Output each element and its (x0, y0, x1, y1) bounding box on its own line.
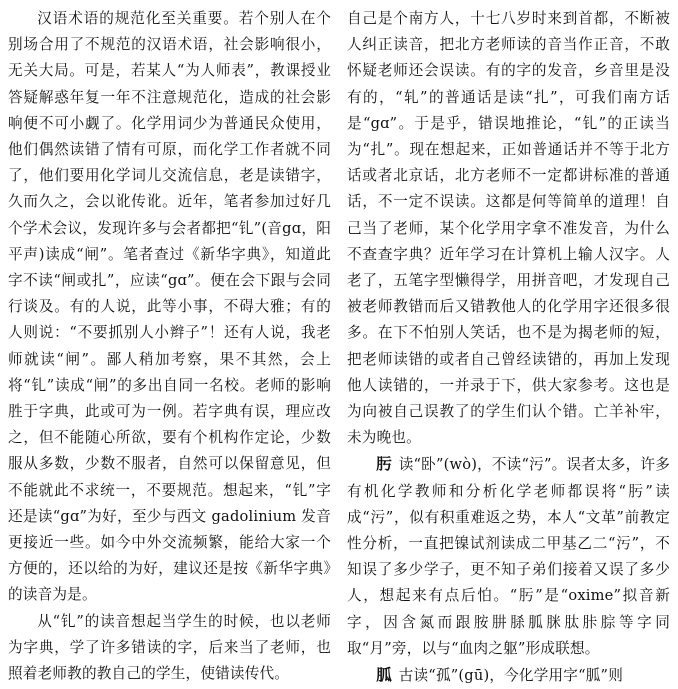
left-column (8, 6, 331, 683)
right-paragraph-1: 自己是个南方人，十七八岁时来到首都，不断被人纠正读音，把北方老师读的音当作正音，不敢怀疑老师还会误读。有的字的发音，乡音里是没有的，“轧”的普通话是读“扎”，可我们南方话是“gɑ”。于是乎，错误地推论，“钆”的正读当为“扎”。现在想起来，正如普通话并不等于北方话或者北京话，北方老师不一定都讲标准的普通话，不一定不误读。这都是何等简单的道理！自己当了老师，某个化学用字拿不准发音，为什么不查查字典？近年学习在计算机上输人汉字。人老了，五笔字型懒得学，用拼音吧，才发现自己被老师教错而后又错教他人的化学用字还很多很多。在下不怕别人笑话，也不是为揭老师的短，把老师读错的或者自己曾经读错的，再加上发现他人读错的，一并录于下，供大家参考。这也是为向被自己误教了的学生们认个错。亡羊补牢，未为晚也。 (347, 10, 670, 447)
entry-guanidine (347, 662, 670, 689)
entry-guanidine-head: 胍 (376, 665, 393, 685)
entry-oxime (347, 451, 670, 662)
entry-guanidine-body: 古读“孤”(gū)，今化学用字“胍”则 (398, 667, 624, 685)
left-paragraph-1: 汉语术语的规范化至关重要。若个别人在个别场合用了不规范的汉语术语，社会影响很小，无关大局。可是，若某人“为人师表”，教课授业答疑解惑年复一年不注意规范化，造成的社会影响便不可小觑了。化学用词少为普通民众使用，他们偶然读错了情有可原，而化学工作者就不同了，他们要用化学词儿交流信息，老是读错字，久而久之，会以讹传讹。近年，笔者参加过好几个学术会议，发现许多与会者都把“钆”(音gɑ，阳平声)读成“闸”。笔者查过《新华字典》，知道此字不读“闸或扎”，应读“gɑ”。便在会下跟与会同行谈及。有的人说，此等小事，不碍大雅；有的人则说：“不要抓别人小辫子”！还有人说，我老师就读“闸”。鄙人稍加考察，果不其然，会上将“钆”读成“闸”的多出自同一名校。老师的影响胜于字典，此或可为一例。若字典有误，理应改之，但不能随心所欲，要有个机构作定论，少数服从多数，少数不服者，自然可以保留意见，但不能就此不求统一，不要规范。想起来，“钆”字还是读“gɑ”为好，至少与西文 gadolinium 发音更接近一些。如今中外交流频繁，能给大家一个方便的，还以给的为好，建议还是按《新华字典》的读音为是。 (8, 10, 331, 604)
entry-oxime-head: 肟 (376, 454, 393, 474)
entry-oxime-body: 读“卧”(wò)，不读“污”。误者太多，许多有机化学教师和分析化学老师都误将“肟”读成“污”，似有积重难返之势，本人“文革”前教定性分析，一直把镍试剂读成二甲基乙二“污”，不知误了多少学子，更不知子弟们接着又误了多少人，想起来有点后怕。“肟”是“oxime”拟音新字，因含氮而跟胺肼脎胍脒肽胩腙等字同取“月”旁，以与“血肉之躯”形成联想。 (347, 456, 670, 657)
right-column (347, 6, 670, 685)
left-paragraph-2: 从“钆”的读音想起当学生的时候，也以老师为字典，学了许多错读的字，后来当了老师，也照着老师教的教自己的学生，使错读传代。 (8, 612, 331, 683)
